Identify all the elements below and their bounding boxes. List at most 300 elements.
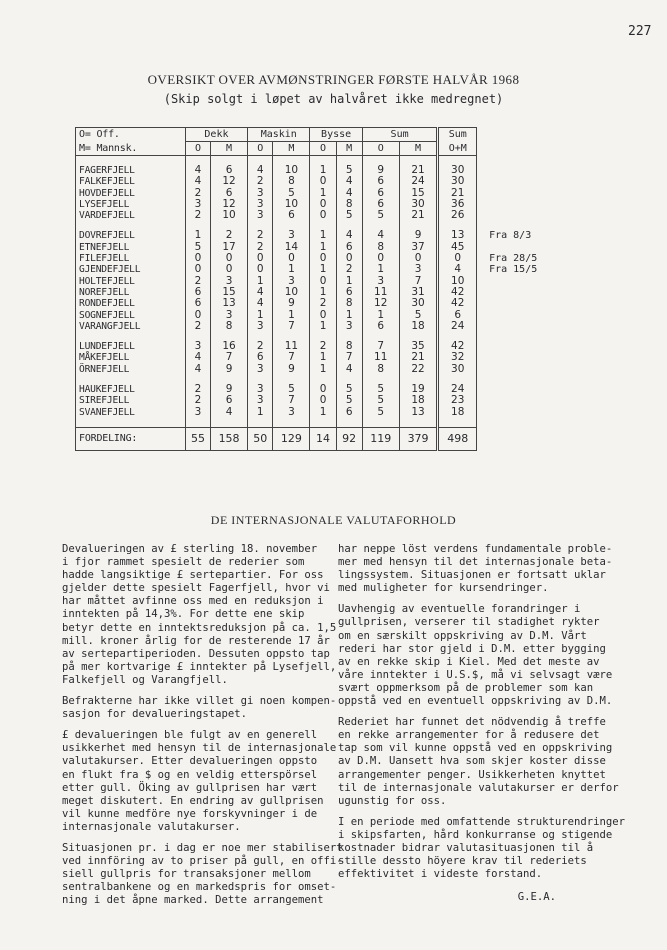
- right-column: [338, 543, 626, 912]
- value-cell: 6: [362, 188, 399, 199]
- sub-m: M: [336, 142, 362, 156]
- value-cell: 0: [211, 253, 248, 264]
- paragraph: Situasjonen pr. i dag er noe mer stabilisert ved innföring av to priser på gull, en offi- siell gullpris for transaksjoner mellom sentralbankene og en markedspris for omset- ning i det åpne marked. Dette arrangement: [62, 841, 343, 907]
- value-cell: 7: [273, 395, 310, 406]
- value-cell: 4: [248, 287, 273, 298]
- value-cell: 0: [185, 264, 210, 275]
- row-note: [477, 199, 580, 210]
- total-row: [76, 427, 580, 450]
- value-cell: 11: [362, 287, 399, 298]
- value-cell: 3: [211, 310, 248, 321]
- value-cell: 2: [185, 210, 210, 221]
- value-cell: 1: [310, 242, 336, 253]
- value-cell: 21: [399, 352, 438, 363]
- table-row: [76, 352, 580, 363]
- value-cell: 6: [185, 287, 210, 298]
- value-cell: 30: [399, 298, 438, 309]
- page-subtitle: (Skip solgt i løpet av halvåret ikke medregnet): [163, 92, 504, 106]
- value-cell: 4: [185, 165, 210, 176]
- value-cell: 10: [438, 276, 477, 287]
- value-cell: 1: [336, 310, 362, 321]
- spacer-cell: [211, 418, 248, 428]
- ship-name: HAUKEFJELL: [76, 384, 186, 395]
- paragraph: £ devalueringen ble fulgt av en generell usikkerhet med hensyn til de internasjonale valutakurser. Etter devalueringen oppsto en flukt fra $ og en veldig etterspörsel etter gull. Öking av gullprisen har vært meget diskutert. En endring av gullprisen vil kunne medföre nye forskyvninger i de internasjonale valutakurser.: [62, 729, 337, 833]
- paragraph: Rederiet har funnet det nödvendig å treffe en rekke arrangementer for å redusere det tap som vil kunne oppstå ved en oppskriving av D.M. Uansett hva som skjer koster disse arrangementer penger. Usikkerheten knyttet til de internasjonale valutakurser er derfor ugunstig for oss.: [338, 716, 619, 807]
- row-note: [477, 298, 580, 309]
- value-cell: 42: [438, 341, 477, 352]
- row-note: [477, 242, 580, 253]
- ship-name: NOREFJELL: [76, 287, 186, 298]
- value-cell: 13: [438, 230, 477, 241]
- spacer-cell: [76, 332, 186, 341]
- row-note: [477, 310, 580, 321]
- value-cell: 21: [438, 188, 477, 199]
- value-cell: 1: [185, 230, 210, 241]
- total-label: FORDELING:: [76, 427, 186, 450]
- total-value: 92: [336, 427, 362, 450]
- value-cell: 3: [273, 276, 310, 287]
- value-cell: 15: [399, 188, 438, 199]
- value-cell: 6: [336, 287, 362, 298]
- value-cell: 3: [248, 395, 273, 406]
- value-cell: 0: [362, 253, 399, 264]
- row-note: [477, 165, 580, 176]
- value-cell: 0: [248, 253, 273, 264]
- value-cell: 6: [336, 242, 362, 253]
- value-cell: 4: [438, 264, 477, 275]
- table-row: [76, 253, 580, 264]
- ship-name: FALKEFJELL: [76, 176, 186, 187]
- value-cell: 1: [310, 407, 336, 418]
- value-cell: 9: [273, 364, 310, 375]
- ship-name: SVANEFJELL: [76, 407, 186, 418]
- row-note: [477, 210, 580, 221]
- value-cell: 6: [273, 210, 310, 221]
- table-row: [76, 407, 580, 418]
- legend-off: O= Off.: [76, 128, 186, 142]
- value-cell: 13: [211, 298, 248, 309]
- total-value: 129: [273, 427, 310, 450]
- ship-name: HOVDEFJELL: [76, 188, 186, 199]
- row-note: [477, 188, 580, 199]
- spacer-cell: [76, 418, 186, 428]
- value-cell: 2: [211, 230, 248, 241]
- value-cell: 10: [211, 210, 248, 221]
- value-cell: 2: [248, 341, 273, 352]
- value-cell: 5: [273, 384, 310, 395]
- value-cell: 36: [438, 199, 477, 210]
- value-cell: 17: [211, 242, 248, 253]
- value-cell: 4: [362, 230, 399, 241]
- value-cell: 5: [336, 395, 362, 406]
- value-cell: 6: [211, 395, 248, 406]
- table-row: [76, 276, 580, 287]
- ship-name: ÖRNEFJELL: [76, 364, 186, 375]
- row-note: [477, 276, 580, 287]
- table-row: [76, 264, 580, 275]
- value-cell: 30: [438, 176, 477, 187]
- table-row: [76, 341, 580, 352]
- value-cell: 0: [310, 310, 336, 321]
- value-cell: 5: [185, 242, 210, 253]
- value-cell: 0: [310, 176, 336, 187]
- value-cell: 6: [362, 176, 399, 187]
- spacer-row: [76, 156, 580, 166]
- table-row: [76, 176, 580, 187]
- spacer-cell: [76, 156, 186, 166]
- value-cell: 2: [185, 321, 210, 332]
- value-cell: 4: [336, 364, 362, 375]
- spacer-row: [76, 375, 580, 384]
- value-cell: 5: [336, 384, 362, 395]
- paragraph: Befrakterne har ikke villet gi noen kompen- sasjon for devalueringstapet.: [62, 695, 337, 721]
- value-cell: 1: [310, 188, 336, 199]
- spacer-cell: [248, 418, 273, 428]
- row-note: Fra 28/5: [489, 253, 538, 265]
- value-cell: 21: [399, 210, 438, 221]
- value-cell: 3: [185, 199, 210, 210]
- ship-name: SOGNEFJELL: [76, 310, 186, 321]
- value-cell: 14: [273, 242, 310, 253]
- value-cell: 7: [273, 321, 310, 332]
- row-note: [477, 407, 580, 418]
- value-cell: 1: [248, 276, 273, 287]
- value-cell: 4: [248, 298, 273, 309]
- total-value: 158: [211, 427, 248, 450]
- legend-mannsk: M= Mannsk.: [76, 142, 186, 156]
- table-subheader-row: [76, 142, 580, 156]
- value-cell: 18: [399, 395, 438, 406]
- value-cell: 0: [310, 384, 336, 395]
- value-cell: 24: [438, 384, 477, 395]
- value-cell: 11: [362, 352, 399, 363]
- value-cell: 24: [399, 176, 438, 187]
- header-maskin: Maskin: [248, 128, 310, 142]
- value-cell: 7: [273, 352, 310, 363]
- row-note: [477, 176, 580, 187]
- value-cell: 1: [362, 264, 399, 275]
- value-cell: 1: [310, 364, 336, 375]
- value-cell: 5: [362, 384, 399, 395]
- value-cell: 7: [399, 276, 438, 287]
- value-cell: 5: [273, 188, 310, 199]
- value-cell: 3: [248, 384, 273, 395]
- sub-o: O: [248, 142, 273, 156]
- total-value: 50: [248, 427, 273, 450]
- value-cell: 1: [310, 264, 336, 275]
- value-cell: 4: [336, 176, 362, 187]
- value-cell: 5: [336, 210, 362, 221]
- value-cell: 6: [248, 352, 273, 363]
- spacer-row: [76, 332, 580, 341]
- value-cell: 8: [362, 364, 399, 375]
- value-cell: 4: [211, 407, 248, 418]
- value-cell: 8: [336, 341, 362, 352]
- value-cell: 0: [185, 310, 210, 321]
- value-cell: 0: [273, 253, 310, 264]
- value-cell: 23: [438, 395, 477, 406]
- spacer-cell: [76, 375, 186, 384]
- total-value: 498: [438, 427, 477, 450]
- value-cell: 3: [399, 264, 438, 275]
- row-note: [477, 321, 580, 332]
- value-cell: 7: [336, 352, 362, 363]
- table-row: [76, 199, 580, 210]
- value-cell: 0: [310, 199, 336, 210]
- ship-name: FAGERFJELL: [76, 165, 186, 176]
- ship-name: VARDEFJELL: [76, 210, 186, 221]
- value-cell: 8: [336, 298, 362, 309]
- value-cell: 6: [438, 310, 477, 321]
- value-cell: 6: [185, 298, 210, 309]
- ship-name: VARANGFJELL: [76, 321, 186, 332]
- value-cell: 4: [336, 230, 362, 241]
- value-cell: 31: [399, 287, 438, 298]
- value-cell: 6: [362, 199, 399, 210]
- value-cell: 3: [248, 199, 273, 210]
- value-cell: 9: [211, 364, 248, 375]
- value-cell: 18: [399, 321, 438, 332]
- ship-name: ETNEFJELL: [76, 242, 186, 253]
- table-row: [76, 364, 580, 375]
- page-title: OVERSIKT OVER AVMØNSTRINGER FØRSTE HALVÅR 1968: [147, 72, 520, 87]
- ship-name: GJENDEFJELL: [76, 264, 186, 275]
- ship-name: FILEFJELL: [76, 253, 186, 264]
- value-cell: 2: [185, 384, 210, 395]
- signature: G.E.A.: [517, 891, 556, 904]
- value-cell: 30: [438, 165, 477, 176]
- value-cell: 3: [362, 276, 399, 287]
- value-cell: 35: [399, 341, 438, 352]
- row-note: [477, 352, 580, 363]
- value-cell: 3: [248, 321, 273, 332]
- spacer-cell: [76, 221, 186, 230]
- row-note: [477, 341, 580, 352]
- value-cell: 2: [310, 341, 336, 352]
- table-row: [76, 188, 580, 199]
- value-cell: 2: [248, 176, 273, 187]
- value-cell: 0: [310, 395, 336, 406]
- value-cell: 1: [273, 264, 310, 275]
- value-cell: 16: [211, 341, 248, 352]
- value-cell: 15: [211, 287, 248, 298]
- value-cell: 4: [336, 188, 362, 199]
- value-cell: 22: [399, 364, 438, 375]
- ship-name: HOLTEFJELL: [76, 276, 186, 287]
- value-cell: 1: [310, 287, 336, 298]
- sub-om: O+M: [438, 142, 477, 156]
- spacer-cell: [399, 418, 438, 428]
- value-cell: 0: [336, 253, 362, 264]
- paragraph: Uavhengig av eventuelle forandringer i gullprisen, verserer til stadighet rykter om en særskilt oppskriving av D.M. Vårt rederi har stor gjeld i D.M. etter bygging av en rekke skip i Kiel. Med det meste av våre inntekter i U.S.$, må vi selvsagt være svært oppmerksom på de problemer som kan oppstå ved en eventuell oppskriving av D.M.: [338, 603, 613, 708]
- value-cell: 30: [399, 199, 438, 210]
- table-row: [76, 298, 580, 309]
- value-cell: 1: [248, 310, 273, 321]
- value-cell: 7: [362, 341, 399, 352]
- row-note: Fra 15/5: [489, 264, 538, 276]
- total-value: 14: [310, 427, 336, 450]
- value-cell: 0: [185, 253, 210, 264]
- sub-m: M: [399, 142, 438, 156]
- value-cell: 8: [336, 199, 362, 210]
- value-cell: 8: [273, 176, 310, 187]
- value-cell: 5: [362, 210, 399, 221]
- table-row: [76, 321, 580, 332]
- value-cell: 37: [399, 242, 438, 253]
- value-cell: 4: [185, 352, 210, 363]
- value-cell: 1: [310, 352, 336, 363]
- value-cell: 21: [399, 165, 438, 176]
- value-cell: 0: [248, 264, 273, 275]
- total-value: 119: [362, 427, 399, 450]
- row-note: [477, 384, 580, 395]
- value-cell: 2: [185, 188, 210, 199]
- table-row: [76, 230, 580, 241]
- value-cell: 0: [310, 253, 336, 264]
- value-cell: 19: [399, 384, 438, 395]
- value-cell: 2: [336, 264, 362, 275]
- value-cell: 7: [211, 352, 248, 363]
- value-cell: 1: [310, 321, 336, 332]
- value-cell: 12: [211, 199, 248, 210]
- value-cell: 12: [211, 176, 248, 187]
- value-cell: 6: [336, 407, 362, 418]
- value-cell: 26: [438, 210, 477, 221]
- value-cell: 1: [248, 407, 273, 418]
- value-cell: 32: [438, 352, 477, 363]
- value-cell: 6: [211, 188, 248, 199]
- value-cell: 1: [310, 230, 336, 241]
- value-cell: 1: [336, 276, 362, 287]
- ship-name: SIREFJELL: [76, 395, 186, 406]
- spacer-cell: [336, 418, 362, 428]
- row-note: Fra 8/3: [489, 230, 532, 242]
- value-cell: 4: [185, 364, 210, 375]
- spacer-cell: [185, 418, 210, 428]
- value-cell: 3: [211, 276, 248, 287]
- value-cell: 0: [438, 253, 477, 264]
- header-sum-total: Sum: [438, 128, 477, 142]
- header-bysse: Bysse: [310, 128, 362, 142]
- value-cell: 18: [438, 407, 477, 418]
- value-cell: 10: [273, 165, 310, 176]
- value-cell: 2: [185, 395, 210, 406]
- value-cell: 2: [185, 276, 210, 287]
- row-note: [477, 287, 580, 298]
- value-cell: 4: [185, 176, 210, 187]
- table-row: [76, 384, 580, 395]
- value-cell: 10: [273, 199, 310, 210]
- muster-table: [75, 127, 580, 451]
- value-cell: 8: [211, 321, 248, 332]
- row-note: [477, 364, 580, 375]
- value-cell: 3: [185, 341, 210, 352]
- paragraph: har neppe löst verdens fundamentale proble- mer med hensyn til det internasjonale beta- lingssystem. Situasjonen er fortsatt uklar med muligheter for kursendringer.: [338, 543, 613, 595]
- table-row: [76, 210, 580, 221]
- value-cell: 1: [273, 310, 310, 321]
- value-cell: 2: [248, 230, 273, 241]
- table-row: [76, 242, 580, 253]
- value-cell: 12: [362, 298, 399, 309]
- value-cell: 3: [248, 210, 273, 221]
- spacer-cell: [438, 418, 477, 428]
- value-cell: 5: [362, 395, 399, 406]
- value-cell: 3: [248, 364, 273, 375]
- value-cell: 5: [399, 310, 438, 321]
- value-cell: 6: [211, 165, 248, 176]
- table-row: [76, 310, 580, 321]
- sub-o: O: [310, 142, 336, 156]
- table-row: [76, 165, 580, 176]
- value-cell: 10: [273, 287, 310, 298]
- row-note: [477, 395, 580, 406]
- value-cell: 2: [310, 298, 336, 309]
- ship-name: DOVREFJELL: [76, 230, 186, 241]
- total-value: 55: [185, 427, 210, 450]
- spacer-cell: [310, 418, 336, 428]
- value-cell: 8: [362, 242, 399, 253]
- value-cell: 0: [399, 253, 438, 264]
- value-cell: 45: [438, 242, 477, 253]
- sub-m: M: [211, 142, 248, 156]
- value-cell: 5: [336, 165, 362, 176]
- spacer-cell: [362, 418, 399, 428]
- ship-name: LUNDEFJELL: [76, 341, 186, 352]
- spacer-cell: [273, 418, 310, 428]
- section-title: DE INTERNASJONALE VALUTAFORHOLD: [210, 513, 457, 527]
- value-cell: 0: [310, 210, 336, 221]
- table-row: [76, 395, 580, 406]
- value-cell: 1: [310, 165, 336, 176]
- value-cell: 3: [336, 321, 362, 332]
- paragraph: Devalueringen av £ sterling 18. november i fjor rammet spesielt de rederier som hadde langsiktige £ sertepartier. For oss gjelder dette spesielt Fagerfjell, hvor vi har måttet avfinne oss med en reduksjon i inntekten på 14,3%. For dette ene skip betyr dette en inntektsreduksjon på ca. 1,5 mill. kroner årlig for de resterende 17 år av sertepartiperioden. Dessuten oppsto tap på mer kortvarige £ inntekter på Lysefjell, Falkefjell og Varangfjell.: [62, 543, 337, 686]
- header-sum: Sum: [362, 128, 438, 142]
- value-cell: 9: [211, 384, 248, 395]
- ship-name: RONDEFJELL: [76, 298, 186, 309]
- sub-o: O: [362, 142, 399, 156]
- header-dekk: Dekk: [185, 128, 247, 142]
- value-cell: 1: [362, 310, 399, 321]
- value-cell: 2: [248, 242, 273, 253]
- sub-o: O: [185, 142, 210, 156]
- value-cell: 24: [438, 321, 477, 332]
- table-row: [76, 287, 580, 298]
- value-cell: 30: [438, 364, 477, 375]
- sub-m: M: [273, 142, 310, 156]
- table-header-row: [76, 128, 580, 142]
- value-cell: 9: [399, 230, 438, 241]
- ship-name: MÅKEFJELL: [76, 352, 186, 363]
- page-number: 227: [628, 24, 652, 39]
- spacer-row: [76, 221, 580, 230]
- left-column: [62, 543, 342, 915]
- value-cell: 9: [273, 298, 310, 309]
- value-cell: 3: [248, 188, 273, 199]
- value-cell: 13: [399, 407, 438, 418]
- value-cell: 0: [310, 276, 336, 287]
- paragraph: I en periode med omfattende strukturendringer i skipsfarten, hård konkurranse og stigende kostnader bidrar valutasituasjonen til å stille dessto höyere krav til rederiets effektivitet i videste forstand.: [338, 815, 626, 881]
- ship-name: LYSEFJELL: [76, 199, 186, 210]
- value-cell: 6: [362, 321, 399, 332]
- value-cell: 3: [185, 407, 210, 418]
- value-cell: 0: [211, 264, 248, 275]
- value-cell: 3: [273, 230, 310, 241]
- value-cell: 42: [438, 287, 477, 298]
- value-cell: 42: [438, 298, 477, 309]
- value-cell: 3: [273, 407, 310, 418]
- spacer-row: [76, 418, 580, 428]
- total-value: 379: [399, 427, 438, 450]
